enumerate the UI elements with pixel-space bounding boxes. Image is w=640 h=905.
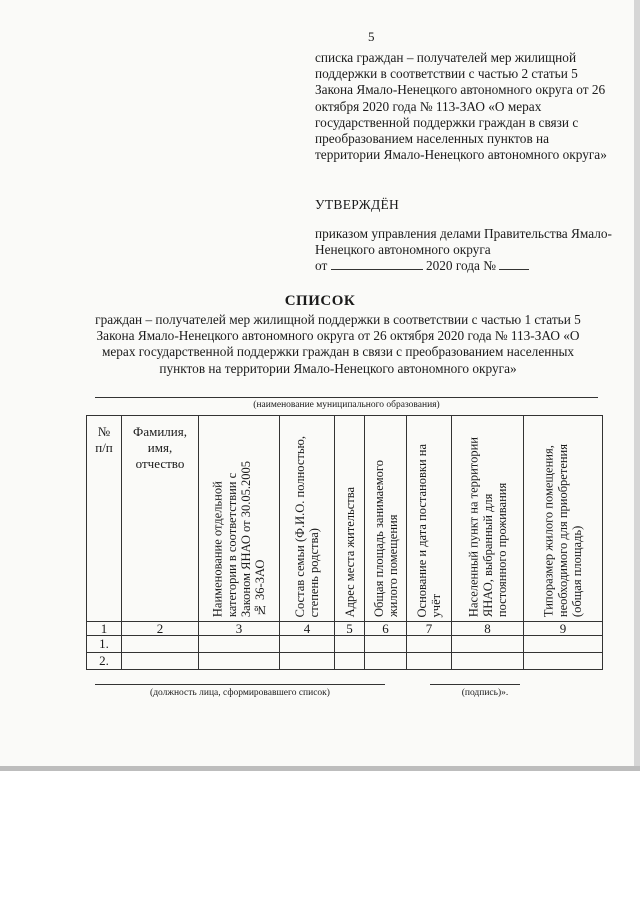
- column-number: 6: [365, 622, 407, 636]
- table-row: [87, 636, 603, 653]
- scan-bottom-edge: [0, 766, 640, 771]
- header-cell: Общая площадь занимаемого жилого помещения: [365, 416, 407, 622]
- order-date-prefix: от: [315, 258, 328, 274]
- list-title: СПИСОК: [284, 293, 356, 309]
- order-text: приказом управления делами Правительства Ямало-Ненецкого автономного округа: [315, 226, 612, 258]
- header-cell: № п/п: [87, 416, 122, 622]
- table-row: [87, 653, 603, 670]
- column-number: 2: [122, 622, 199, 636]
- municipality-caption: (наименование муниципального образования): [253, 400, 440, 410]
- row-number: 1.: [87, 636, 122, 653]
- municipality-line: [95, 397, 598, 398]
- column-number: 8: [452, 622, 524, 636]
- column-number: 4: [280, 622, 335, 636]
- order-block: [315, 226, 615, 275]
- position-caption: (должность лица, сформировавшего список): [150, 688, 330, 698]
- order-date-blank: [331, 258, 423, 270]
- signature-caption: (подпись)».: [461, 688, 509, 698]
- header-cell: Основание и дата постановки на учёт: [407, 416, 452, 622]
- page-number: 5: [368, 29, 375, 44]
- order-date-suffix: 2020 года №: [425, 258, 496, 274]
- intro-paragraph: списка граждан – получателей мер жилищной поддержки в соответствии с частью 2 статьи 5 Закона Ямало-Ненецкого автономного округа от 26 октября 2020 года № 113-ЗАО «О мерах государственной поддержки граждан в связи с преобразованием населенных пунктов на территории Ямало-Ненецкого автономного округа»: [315, 50, 607, 163]
- header-cell: Состав семьи (Ф.И.О. полностью, степень родства): [280, 416, 335, 622]
- column-number: 3: [199, 622, 280, 636]
- column-number: 9: [524, 622, 603, 636]
- column-number: 7: [407, 622, 452, 636]
- column-number: 5: [335, 622, 365, 636]
- position-line: [95, 684, 385, 685]
- header-cell: Адрес места жительства: [335, 416, 365, 622]
- citizens-table: [86, 415, 603, 670]
- table-header-row: [87, 416, 603, 622]
- row-number: 2.: [87, 653, 122, 670]
- approved-heading: УТВЕРЖДЁН: [315, 197, 400, 212]
- list-subtitle: граждан – получателей мер жилищной поддержки в соответствии с частью 1 статьи 5 Закона Ямало-Ненецкого автономного округа от 26 октября 2020 года № 113-ЗАО «О мерах государственной поддержки граждан в связи с преобразованием населенных пунктов на территории Ямало-Ненецкого автономного округа»: [95, 312, 581, 376]
- header-cell: Населенный пункт на территории ЯНАО, выбранный для постоянного проживания: [452, 416, 524, 622]
- page-edge-shadow: [634, 0, 640, 770]
- header-cell: Фамилия, имя, отчество: [122, 416, 199, 622]
- column-number: 1: [87, 622, 122, 636]
- order-number-blank: [499, 258, 529, 270]
- header-cell: Типоразмер жилого помещения, необходимого для приобретения (общая площадь): [524, 416, 603, 622]
- column-number-row: [87, 622, 603, 636]
- signature-line: [430, 684, 520, 685]
- order-date-line: [315, 258, 615, 274]
- header-cell: Наименование отдельной категории в соответствии с Законом ЯНАО от 30.05.2005 № 36-ЗАО: [199, 416, 280, 622]
